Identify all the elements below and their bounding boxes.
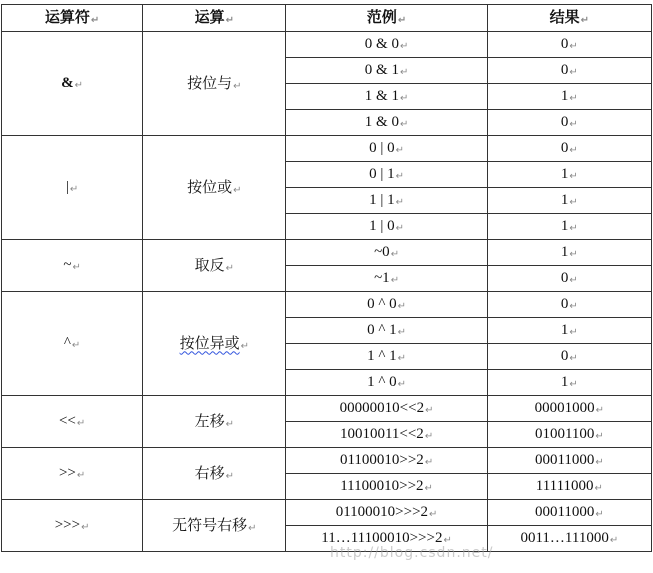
paragraph-mark: ↵ (424, 457, 434, 468)
paragraph-mark: ↵ (569, 353, 578, 364)
operation-name: 无符号右移 (172, 515, 248, 534)
paragraph-mark: ↵ (69, 184, 79, 195)
result-text: 01001100 (534, 426, 595, 442)
operator-symbol: >> (58, 465, 76, 481)
result-text: 0 (560, 348, 569, 364)
paragraph-mark: ↵ (569, 171, 578, 182)
paragraph-mark: ↵ (399, 67, 409, 78)
result-cell (487, 266, 651, 292)
paragraph-mark: ↵ (569, 223, 578, 234)
operation-name-cell (143, 396, 286, 448)
result-cell (487, 396, 651, 422)
header-operator: 运算符↵ (2, 5, 143, 32)
example-cell (286, 32, 487, 58)
operator-cell (2, 32, 143, 136)
example-cell (286, 396, 487, 422)
paragraph-mark: ↵ (569, 301, 578, 312)
result-text: 0 (560, 114, 569, 130)
paragraph-mark: ↵ (569, 379, 578, 390)
operation-name-cell (143, 500, 286, 552)
table-row (2, 136, 652, 162)
header-result: 结果↵ (487, 5, 651, 32)
example-text: 0 | 0 (369, 140, 395, 156)
operation-name: 取反 (194, 255, 225, 274)
paragraph-mark: ↵ (76, 418, 86, 429)
paragraph-mark: ↵ (81, 522, 90, 533)
example-cell (286, 188, 487, 214)
example-text: 0 & 0 (364, 36, 399, 52)
operator-cell (2, 292, 143, 396)
bitwise-operators-table (1, 4, 652, 552)
paragraph-mark: ↵ (397, 327, 407, 338)
operator-symbol: ~ (63, 257, 72, 273)
result-text: 00011000 (534, 452, 595, 468)
example-text: 0 | 1 (369, 166, 395, 182)
operator-cell (2, 448, 143, 500)
paragraph-mark: ↵ (399, 93, 409, 104)
paragraph-mark: ↵ (595, 457, 604, 468)
table-row (2, 292, 652, 318)
operator-symbol: & (61, 75, 74, 91)
example-cell (286, 448, 487, 474)
example-cell (286, 136, 487, 162)
example-cell (286, 110, 487, 136)
example-text: 0 ^ 1 (367, 322, 397, 338)
result-text: 1 (560, 322, 569, 338)
result-text: 1 (560, 88, 569, 104)
example-text: 01100010>>>2 (335, 504, 429, 520)
example-text: 1 & 0 (364, 114, 399, 130)
operator-cell (2, 396, 143, 448)
operation-name-cell (143, 292, 286, 396)
result-cell (487, 58, 651, 84)
example-text: 01100010>>2 (339, 452, 424, 468)
paragraph-mark: ↵ (395, 145, 405, 156)
paragraph-mark: ↵ (569, 275, 578, 286)
paragraph-mark: ↵ (397, 301, 407, 312)
paragraph-mark: ↵ (594, 483, 603, 494)
paragraph-mark: ↵ (233, 184, 242, 196)
result-text: 0 (560, 36, 569, 52)
example-cell (286, 58, 487, 84)
operation-name: 按位与 (187, 73, 233, 92)
paragraph-mark: ↵ (569, 119, 578, 130)
result-text: 1 (560, 244, 569, 260)
example-cell (286, 318, 487, 344)
result-cell (487, 422, 651, 448)
paragraph-mark: ↵ (595, 405, 605, 416)
example-text: 11100010>>2 (340, 478, 424, 494)
operator-cell (2, 500, 143, 552)
paragraph-mark: ↵ (609, 535, 619, 546)
paragraph-mark: ↵ (443, 535, 452, 546)
operator-symbol: << (58, 413, 76, 429)
result-text: 00011000 (534, 504, 595, 520)
operator-symbol: ^ (63, 335, 71, 351)
paragraph-mark: ↵ (72, 262, 81, 273)
example-cell (286, 84, 487, 110)
paragraph-mark: ↵ (76, 470, 86, 481)
result-text: 1 (560, 166, 569, 182)
table-row (2, 32, 652, 58)
example-cell (286, 214, 487, 240)
operator-cell (2, 240, 143, 292)
header-row (2, 5, 652, 32)
result-cell (487, 526, 651, 552)
result-text: 0 (560, 62, 569, 78)
example-text: ~1 (374, 270, 390, 286)
paragraph-mark: ↵ (248, 522, 257, 534)
paragraph-mark: ↵ (74, 80, 84, 91)
paragraph-mark: ↵ (390, 249, 400, 260)
result-cell (487, 292, 651, 318)
result-cell (487, 162, 651, 188)
result-text: 0011…111000 (520, 530, 609, 546)
operation-name-cell (143, 448, 286, 500)
operation-name: 右移 (194, 463, 225, 482)
paragraph-mark: ↵ (424, 431, 434, 442)
example-text: 1 | 0 (369, 218, 395, 234)
header-example: 范例↵ (286, 5, 487, 32)
result-text: 1 (560, 192, 569, 208)
result-text: 11111000 (535, 478, 594, 494)
example-text: 1 ^ 0 (367, 374, 397, 390)
example-text: 00000010<<2 (339, 400, 425, 416)
paragraph-mark: ↵ (595, 509, 604, 520)
result-cell (487, 370, 651, 396)
paragraph-mark: ↵ (395, 223, 405, 234)
result-text: 1 (560, 218, 569, 234)
result-cell (487, 214, 651, 240)
watermark: http://blog.csdn.net/ (330, 545, 494, 561)
result-text: 0 (560, 296, 569, 312)
operation-name-cell (143, 240, 286, 292)
operator-cell (2, 136, 143, 240)
paragraph-mark: ↵ (240, 340, 250, 352)
example-text: ~0 (374, 244, 390, 260)
paragraph-mark: ↵ (429, 509, 438, 520)
paragraph-mark: ↵ (395, 171, 405, 182)
paragraph-mark: ↵ (569, 145, 578, 156)
result-cell (487, 240, 651, 266)
paragraph-mark: ↵ (233, 80, 242, 92)
operator-symbol: | (65, 179, 69, 195)
paragraph-mark: ↵ (569, 67, 578, 78)
paragraph-mark: ↵ (225, 418, 235, 430)
paragraph-mark: ↵ (595, 431, 604, 442)
header-operation: 运算↵ (143, 5, 286, 32)
result-cell (487, 448, 651, 474)
paragraph-mark: ↵ (569, 197, 578, 208)
example-cell (286, 344, 487, 370)
example-cell (286, 500, 487, 526)
paragraph-mark: ↵ (397, 353, 407, 364)
paragraph-mark: ↵ (399, 119, 409, 130)
operator-symbol: >>> (54, 517, 81, 533)
result-cell (487, 318, 651, 344)
result-cell (487, 188, 651, 214)
example-text: 0 & 1 (364, 62, 399, 78)
result-text: 0 (560, 270, 569, 286)
result-cell (487, 136, 651, 162)
paragraph-mark: ↵ (395, 197, 405, 208)
paragraph-mark: ↵ (425, 405, 434, 416)
result-text: 1 (560, 374, 569, 390)
result-cell (487, 84, 651, 110)
operation-name: 按位或 (187, 177, 233, 196)
table-row (2, 240, 652, 266)
operation-name: 按位异或 (179, 333, 240, 352)
paragraph-mark: ↵ (569, 249, 578, 260)
result-cell (487, 110, 651, 136)
paragraph-mark: ↵ (225, 470, 235, 482)
result-text: 0 (560, 140, 569, 156)
example-text: 1 | 1 (369, 192, 395, 208)
example-cell (286, 526, 487, 552)
paragraph-mark: ↵ (569, 93, 578, 104)
result-text: 00001000 (534, 400, 595, 416)
example-cell (286, 422, 487, 448)
example-text: 10010011<<2 (339, 426, 424, 442)
table-row (2, 448, 652, 474)
operation-name-cell (143, 32, 286, 136)
example-cell (286, 370, 487, 396)
result-cell (487, 32, 651, 58)
paragraph-mark: ↵ (399, 41, 409, 52)
example-text: 11…11100010>>>2 (321, 530, 443, 546)
result-cell (487, 344, 651, 370)
paragraph-mark: ↵ (424, 483, 433, 494)
paragraph-mark: ↵ (71, 340, 81, 351)
example-text: 1 & 1 (364, 88, 399, 104)
paragraph-mark: ↵ (390, 275, 400, 286)
table-row (2, 500, 652, 526)
example-cell (286, 240, 487, 266)
example-cell (286, 162, 487, 188)
result-cell (487, 474, 651, 500)
paragraph-mark: ↵ (569, 41, 578, 52)
result-cell (487, 500, 651, 526)
paragraph-mark: ↵ (397, 379, 407, 390)
example-text: 1 ^ 1 (367, 348, 397, 364)
example-cell (286, 292, 487, 318)
example-cell (286, 474, 487, 500)
example-cell (286, 266, 487, 292)
operation-name: 左移 (194, 411, 225, 430)
example-text: 0 ^ 0 (367, 296, 397, 312)
table-row (2, 396, 652, 422)
paragraph-mark: ↵ (569, 327, 578, 338)
paragraph-mark: ↵ (225, 262, 235, 274)
operation-name-cell (143, 136, 286, 240)
